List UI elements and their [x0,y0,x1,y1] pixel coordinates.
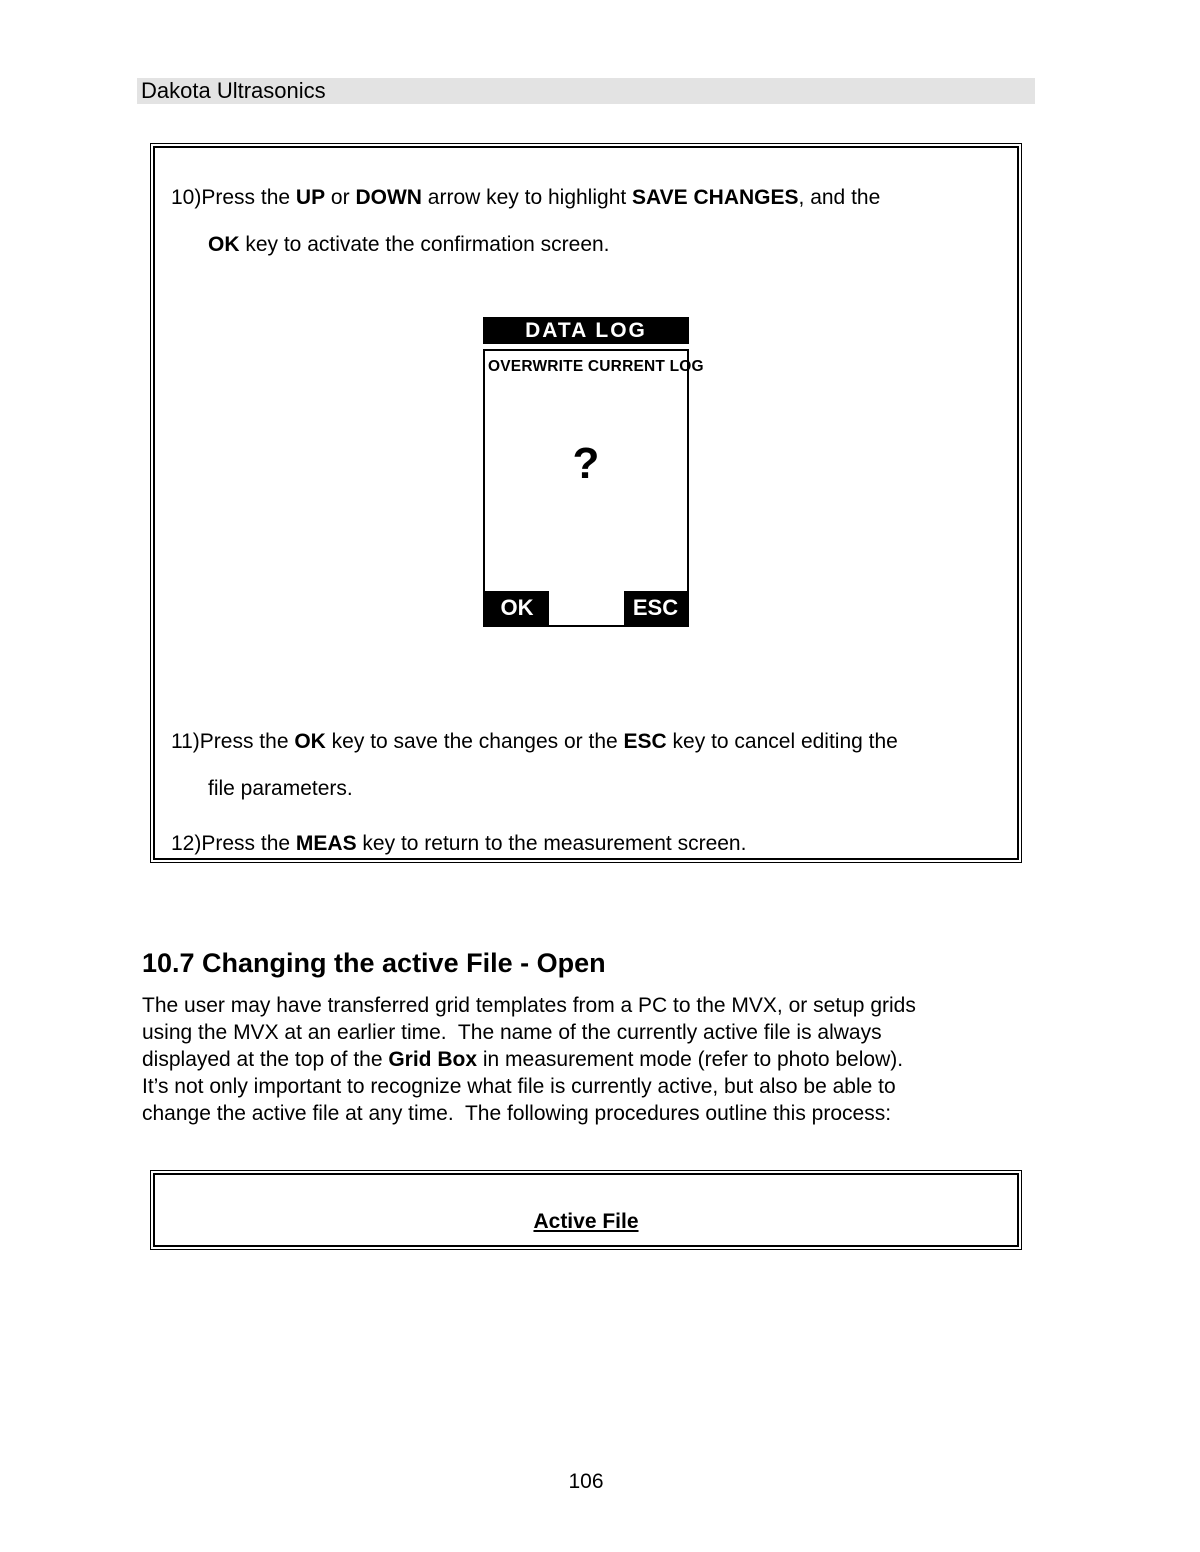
text-segment: key to save the changes or the [325,730,624,753]
text-segment: in measurement mode (refer to photo below). [477,1048,904,1071]
dialog-title: DATA LOG [525,319,647,342]
page-footer [137,1470,1035,1494]
text-segment: ESC [623,730,667,753]
text-segment: MEAS [295,832,357,855]
instruction-line [171,221,1001,268]
text-segment: or [325,186,356,209]
dialog-title-bar [483,317,689,344]
instruction-line [171,718,1001,765]
text-segment: 12)Press the [171,832,296,855]
text-segment: key to return to the measurement screen. [356,832,747,855]
text-segment: key to cancel editing the [666,730,898,753]
instruction-step-10 [171,174,1001,268]
text-segment: key to activate the confirmation screen. [239,233,610,256]
paragraph-line [142,1073,1032,1100]
dialog-body [483,349,704,627]
instruction-line [171,820,1001,860]
page-header-bar [137,78,1035,104]
text-segment: file parameters. [208,777,353,800]
text-segment: UP [295,186,326,209]
paragraph-line [142,1019,1032,1046]
section-paragraph [142,992,1032,1127]
text-segment: Grid Box [388,1048,478,1071]
instruction-line [171,765,1001,812]
dialog-esc-button: ESC [624,591,687,625]
text-segment: arrow key to highlight [421,186,633,209]
instructions-box [150,143,1022,863]
section-heading: 10.7 Changing the active File - Open [142,948,606,978]
data-log-dialog-figure [483,317,704,627]
active-file-box [150,1170,1022,1250]
dialog-ok-button: OK [485,591,549,625]
instruction-step-11 [171,718,1001,812]
instruction-line [171,174,1001,221]
text-segment: 11)Press the [171,730,295,753]
dialog-message: OVERWRITE CURRENT LOG [488,358,704,375]
active-file-label: Active File [533,1210,639,1233]
paragraph-line [142,992,1032,1019]
text-segment: OK [294,730,326,753]
text-segment: change the active file at any time. The following procedures outline this process: [142,1102,892,1125]
instruction-step-12 [171,820,1001,860]
page-header-title: Dakota Ultrasonics [141,78,326,103]
paragraph-line [142,1046,1032,1073]
page-number: 106 [568,1470,604,1493]
text-segment: , and the [798,186,881,209]
instructions-box-inner [153,146,1019,860]
text-segment: SAVE CHANGES [632,186,799,209]
text-segment: OK [208,233,240,256]
text-segment: 10)Press the [171,186,296,209]
dialog-question-mark: ? [572,439,600,488]
text-segment: It’s not only important to recognize what file is currently active, but also be able to [142,1075,896,1098]
text-segment: displayed at the top of the [142,1048,389,1071]
active-file-box-inner [153,1173,1019,1247]
text-segment: The user may have transferred grid templates from a PC to the MVX, or setup grids [142,994,916,1017]
text-segment: DOWN [355,186,422,209]
paragraph-line [142,1100,1032,1127]
text-segment: using the MVX at an earlier time. The name of the currently active file is always [142,1021,882,1044]
